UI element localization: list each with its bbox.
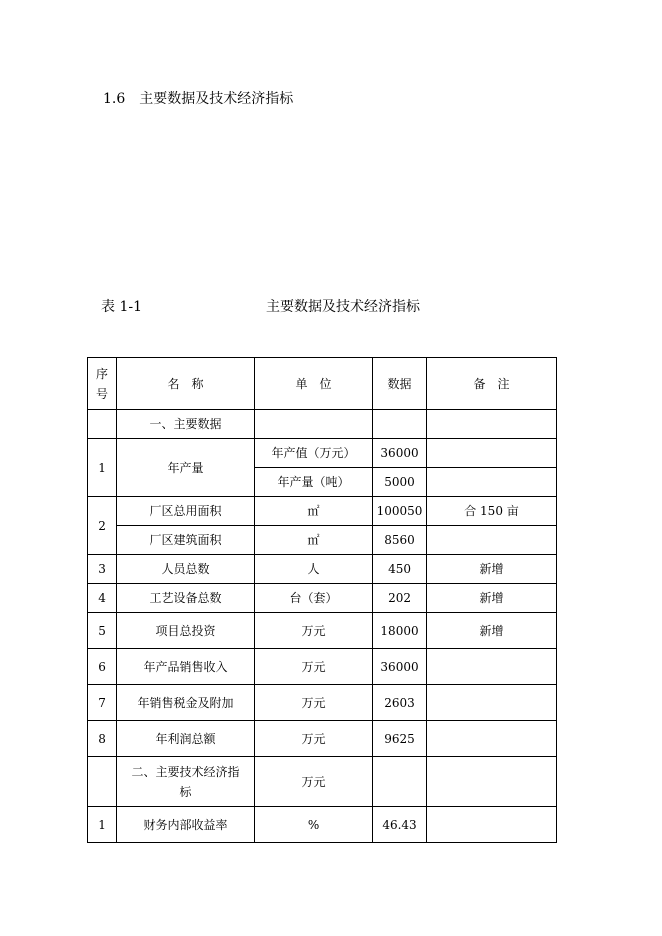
- row-unit: 万元: [255, 613, 373, 649]
- table-caption-title: 主要数据及技术经济指标: [266, 299, 420, 315]
- row-unit: ㎡: [255, 526, 373, 555]
- header-data: 数据: [373, 358, 427, 410]
- row-note: [427, 721, 557, 757]
- section-heading: [103, 88, 293, 108]
- row-unit: 年产量（吨）: [255, 468, 373, 497]
- row-data: 46.43: [373, 807, 427, 843]
- row-unit: 台（套）: [255, 584, 373, 613]
- row-no: 8: [88, 721, 117, 757]
- row-data: 36000: [373, 439, 427, 468]
- row-note: 新增: [427, 555, 557, 584]
- row-name: 年产量: [117, 439, 255, 497]
- row-no: 3: [88, 555, 117, 584]
- header-note: 备 注: [427, 358, 557, 410]
- row-unit: 年产值（万元）: [255, 439, 373, 468]
- row-note: 新增: [427, 584, 557, 613]
- header-row: [88, 358, 557, 410]
- row-data: 8560: [373, 526, 427, 555]
- row-data: 100050: [373, 497, 427, 526]
- row-unit: 万元: [255, 649, 373, 685]
- group-label: 一、主要数据: [117, 410, 255, 439]
- row-unit: 人: [255, 555, 373, 584]
- group-row-tech-indicators: [88, 757, 557, 807]
- header-no: 序号: [88, 358, 117, 410]
- row-no: 1: [88, 807, 117, 843]
- row-unit: 万元: [255, 757, 373, 807]
- row-note: [427, 807, 557, 843]
- row-no: 5: [88, 613, 117, 649]
- table-caption-label: 表 1-1: [101, 299, 142, 315]
- row-unit: ㎡: [255, 497, 373, 526]
- row-note: [427, 685, 557, 721]
- header-name: 名 称: [117, 358, 255, 410]
- row-name: 厂区总用面积: [117, 497, 255, 526]
- section-title: 主要数据及技术经济指标: [139, 91, 294, 107]
- table-row: [88, 555, 557, 584]
- row-data: 2603: [373, 685, 427, 721]
- row-name: 工艺设备总数: [117, 584, 255, 613]
- table-row: [88, 721, 557, 757]
- row-unit: 万元: [255, 685, 373, 721]
- row-note: [427, 649, 557, 685]
- row-name: 财务内部收益率: [117, 807, 255, 843]
- row-name: 项目总投资: [117, 613, 255, 649]
- table-row: [88, 526, 557, 555]
- row-no: 1: [88, 439, 117, 497]
- table-row: [88, 613, 557, 649]
- indicators-table: [87, 357, 557, 843]
- table-row: [88, 685, 557, 721]
- row-name: 年产品销售收入: [117, 649, 255, 685]
- table-row: [88, 439, 557, 468]
- row-no: 7: [88, 685, 117, 721]
- row-note: 合 150 亩: [427, 497, 557, 526]
- row-no: 4: [88, 584, 117, 613]
- row-no: 6: [88, 649, 117, 685]
- row-data: 18000: [373, 613, 427, 649]
- row-name: 人员总数: [117, 555, 255, 584]
- row-unit: 万元: [255, 721, 373, 757]
- row-data: 9625: [373, 721, 427, 757]
- row-data: 5000: [373, 468, 427, 497]
- group-label: 二、主要技术经济指标: [117, 757, 255, 807]
- header-unit: 单 位: [255, 358, 373, 410]
- group-row-main-data: [88, 410, 557, 439]
- table-row: [88, 807, 557, 843]
- row-name: 厂区建筑面积: [117, 526, 255, 555]
- row-data: 36000: [373, 649, 427, 685]
- section-number: 1.6: [103, 91, 126, 107]
- table-row: [88, 649, 557, 685]
- table-row: [88, 584, 557, 613]
- row-data: 450: [373, 555, 427, 584]
- row-unit: %: [255, 807, 373, 843]
- table-row: [88, 497, 557, 526]
- row-note: 新增: [427, 613, 557, 649]
- row-no: 2: [88, 497, 117, 555]
- row-data: 202: [373, 584, 427, 613]
- row-name: 年利润总额: [117, 721, 255, 757]
- row-name: 年销售税金及附加: [117, 685, 255, 721]
